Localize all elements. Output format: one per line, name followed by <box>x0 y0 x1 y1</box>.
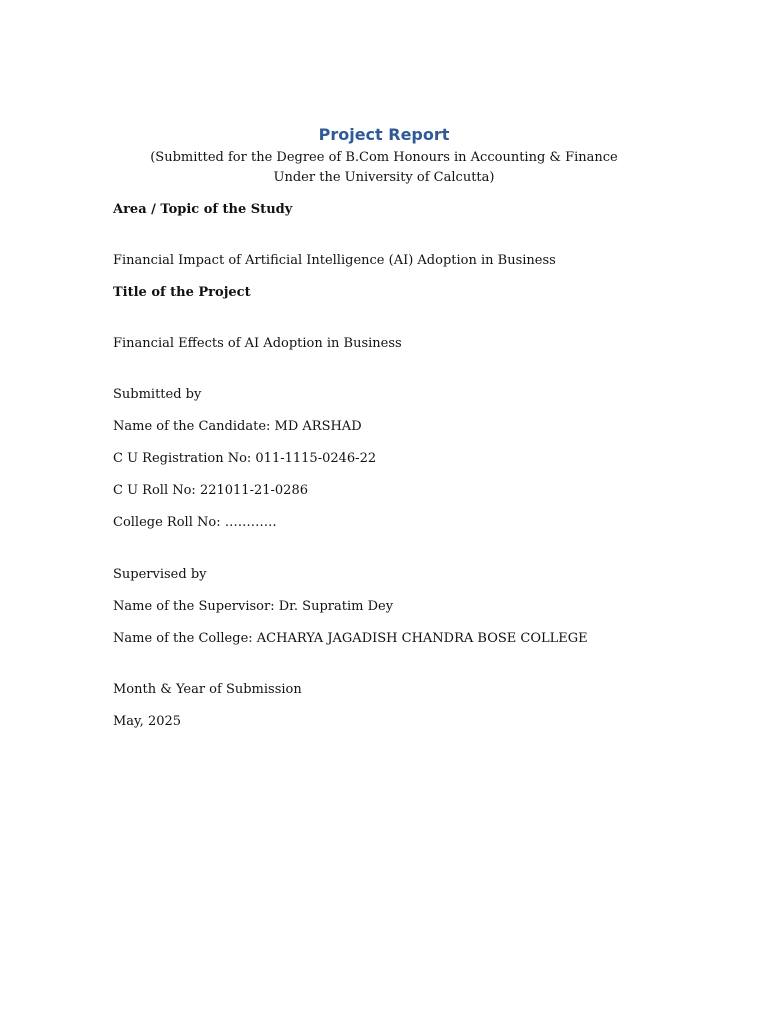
project-title-heading: Title of the Project <box>113 285 251 300</box>
submission-date: May, 2025 <box>113 714 182 729</box>
area-text: Financial Impact of Artificial Intelligence (AI) Adoption in Business <box>113 253 556 268</box>
college-roll-number: College Roll No: ………… <box>113 515 277 530</box>
supervised-by-label: Supervised by <box>113 567 207 582</box>
project-title-text: Financial Effects of AI Adoption in Business <box>113 336 402 351</box>
registration-number: C U Registration No: 011-1115-0246-22 <box>113 451 377 466</box>
subtitle-line-1: (Submitted for the Degree of B.Com Honours in Accounting & Finance <box>150 150 618 165</box>
report-title: Project Report <box>318 125 450 144</box>
submission-label: Month & Year of Submission <box>113 682 302 697</box>
roll-number: C U Roll No: 221011-21-0286 <box>113 483 308 498</box>
subtitle-line-2: Under the University of Calcutta) <box>273 170 495 185</box>
candidate-name: Name of the Candidate: MD ARSHAD <box>113 419 362 434</box>
submitted-by-label: Submitted by <box>113 387 202 402</box>
supervisor-name: Name of the Supervisor: Dr. Supratim Dey <box>113 599 394 614</box>
area-heading: Area / Topic of the Study <box>113 202 293 217</box>
college-name: Name of the College: ACHARYA JAGADISH CHANDRA BOSE COLLEGE <box>113 631 588 646</box>
